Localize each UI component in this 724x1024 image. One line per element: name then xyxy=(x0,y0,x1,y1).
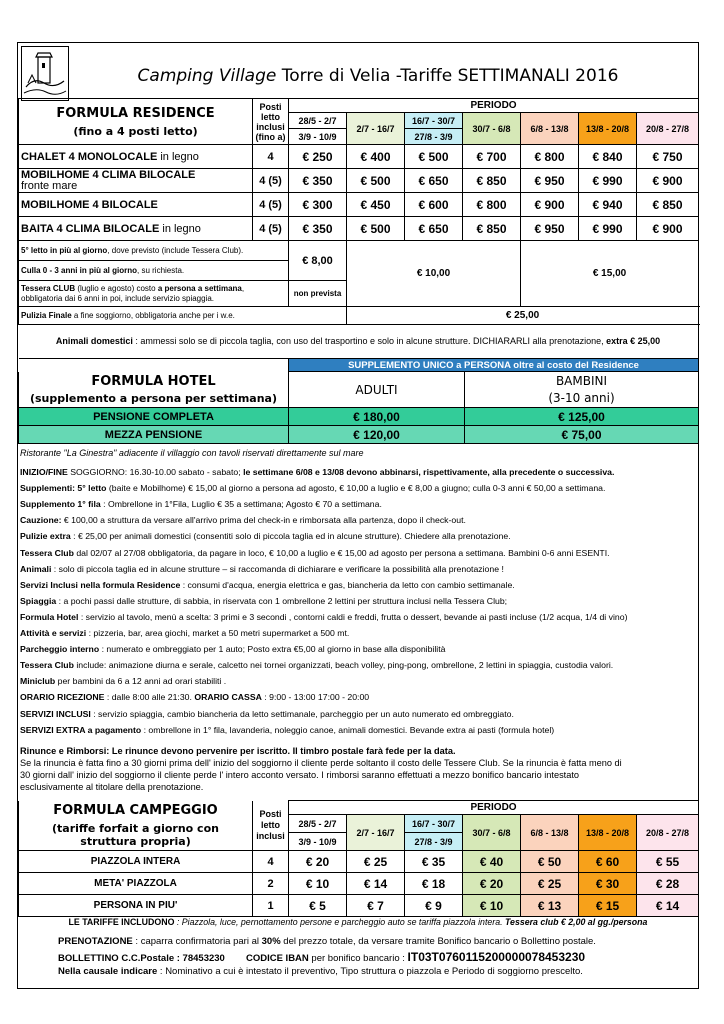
table-row xyxy=(19,193,699,217)
row-posti: 4 (5) xyxy=(253,169,289,193)
hotel-row-label: PENSIONE COMPLETA xyxy=(19,408,289,426)
causale-line: Nella causale indicare : Nominativo a cui è intestato il preventivo, Tipo struttura o piazzola e Periodo di soggiorno prescelto. xyxy=(58,966,583,977)
note-item: Animali : solo di piccola taglia ed in alcune strutture – si raccomanda di dichiarare e verificare la possibilità alla prenotazione ! xyxy=(20,563,504,574)
price-cell: € 850 xyxy=(637,193,699,217)
culla-label: Culla 0 - 3 anni in più al giorno, su richiesta. xyxy=(19,261,289,281)
row-posti: 4 (5) xyxy=(253,193,289,217)
note-item: Pulizie extra : € 25,00 per animali domestici (consentiti solo di piccola taglia ed in alcune strutture). Chiedere alla prenotazione. xyxy=(20,531,511,542)
hotel-title: FORMULA HOTEL xyxy=(91,373,216,389)
table-row xyxy=(19,851,699,873)
extra-row xyxy=(19,241,699,261)
pulizia-label: Pulizia Finale a fine soggiorno, obbligatoria anche per i w.e. xyxy=(19,307,347,325)
note-item: Tessera Club dal 02/07 al 27/08 obbligatoria, da pagare in loco, € 10,00 a luglio e € 15,00 ad agosto per persona a settimana. Bambini 0-6 anni ESENTI. xyxy=(20,547,610,558)
bambini-header xyxy=(465,372,699,408)
period-3a: 16/7 - 30/7 xyxy=(405,113,463,129)
tessera-label: Tessera CLUB (luglio e agosto) costo a persona a settimana, obbligatoria dai 6 anni in poi, include servizio spiaggia. xyxy=(19,281,289,307)
note-item: Servizi Inclusi nella formula Residence : consumi d'acqua, energia elettrica e gas, biancheria da letto con cambio settimanale. xyxy=(20,579,515,590)
hotel-empty xyxy=(19,359,289,372)
price-cell: € 10 xyxy=(463,895,521,917)
price-cell: € 990 xyxy=(579,169,637,193)
residence-table xyxy=(18,98,699,325)
price-cell: € 250 xyxy=(289,145,347,169)
price-cell: € 25 xyxy=(347,851,405,873)
rinunce-line3: esclusivamente al titolare della prenotazione. xyxy=(20,782,204,792)
price-cell: € 850 xyxy=(463,169,521,193)
title-italic: Camping Village xyxy=(137,66,277,86)
includono-note: LE TARIFFE INCLUDONO : Piazzola, luce, pernottamento persone e parcheggio auto se tariffa piazzola intera. Tessera club € 2,00 al gg./persona xyxy=(68,917,648,927)
note-item: SERVIZI INCLUSI : servizio spiaggia, cambio biancheria da letto settimanale, parcheggio per un auto numerato ed ombreggiato. xyxy=(20,708,514,719)
price-cell: € 14 xyxy=(637,895,699,917)
price-cell: € 55 xyxy=(637,851,699,873)
prenotazione-line: PRENOTAZIONE : caparra confirmatoria pari al 30% del prezzo totale, da versare tramite Bonifico bancario o Bollettino postale. xyxy=(58,936,596,947)
table-row xyxy=(19,217,699,241)
table-row xyxy=(19,145,699,169)
price-cell: € 650 xyxy=(405,217,463,241)
campeggio-title-cell xyxy=(19,801,253,851)
hotel-adulti-price: € 120,00 xyxy=(289,426,465,444)
price-cell: € 10 xyxy=(289,873,347,895)
extra-mid-price: € 10,00 xyxy=(347,241,521,307)
table-row xyxy=(19,426,699,444)
note-item: Formula Hotel : servizio al tavolo, menù a scelta: 3 primi e 3 secondi , contorni caldi e freddi, frutta o dessert, bevande ai pasti incluse (1/2 acqua, 1/4 di vino) xyxy=(20,611,628,622)
price-cell: € 900 xyxy=(637,169,699,193)
price-cell: € 20 xyxy=(463,873,521,895)
note-item: Spiaggia : a pochi passi dalle strutture, di sabbia, in riservata con 1 ombrellone 2 lettini per struttura inclusi nella Tessera Club; xyxy=(20,595,508,606)
period-3a: 16/7 - 30/7 xyxy=(405,815,463,833)
price-cell: € 900 xyxy=(637,217,699,241)
posti-line2: letto xyxy=(261,111,280,122)
price-cell: € 5 xyxy=(289,895,347,917)
posti-line4: (fino a) xyxy=(255,131,286,142)
price-cell: € 800 xyxy=(521,145,579,169)
price-cell: € 940 xyxy=(579,193,637,217)
row-name: CHALET 4 MONOLOCALE in legno xyxy=(19,145,253,169)
pulizia-price: € 25,00 xyxy=(347,307,699,325)
note-item: Parcheggio interno : numerato e ombreggiato per 1 auto; Posto extra €5,00 al giorno in base alla disponibilità xyxy=(20,644,446,655)
camp-row-posti: 1 xyxy=(253,895,289,917)
period-6: 13/8 - 20/8 xyxy=(579,113,637,145)
period-4: 30/7 - 6/8 xyxy=(463,815,521,851)
extra-row xyxy=(19,307,699,325)
price-cell: € 14 xyxy=(347,873,405,895)
price-cell: € 950 xyxy=(521,169,579,193)
price-cell: € 25 xyxy=(521,873,579,895)
hotel-table xyxy=(18,358,699,444)
price-cell: € 840 xyxy=(579,145,637,169)
table-row xyxy=(19,408,699,426)
price-cell: € 450 xyxy=(347,193,405,217)
residence-title: FORMULA RESIDENCE xyxy=(56,105,215,121)
price-cell: € 35 xyxy=(405,851,463,873)
ristorante-note: Ristorante "La Ginestra" adiacente il villaggio con tavoli riservati direttamente sul mare xyxy=(20,448,364,458)
table-row xyxy=(19,169,699,193)
residence-subtitle: (fino a 4 posti letto) xyxy=(73,124,198,138)
note-item: Miniclub per bambini da 6 a 12 anni ad orari stabiliti . xyxy=(20,676,227,687)
price-cell: € 750 xyxy=(637,145,699,169)
period-3b: 27/8 - 3/9 xyxy=(405,129,463,145)
campeggio-subtitle1: (tariffe forfait a giorno con xyxy=(52,821,219,835)
note-item: SERVIZI EXTRA a pagamento : ombrellone in 1° fila, lavanderia, noleggio canoe, animali domestici. Bevande extra ai pasti (formula hotel) xyxy=(20,724,555,735)
note-item: INIZIO/FINE SOGGIORNO: 16.30-10.00 sabato - sabato; le settimane 6/08 e 13/08 devono abbinarsi, rispettivamente, alla precedente o successiva. xyxy=(20,467,615,477)
price-cell: € 700 xyxy=(463,145,521,169)
price-cell: € 60 xyxy=(579,851,637,873)
row-posti: 4 (5) xyxy=(253,217,289,241)
extra-bed-label: 5° letto in più al giorno, dove previsto (include Tessera Club). xyxy=(19,241,289,261)
campeggio-table xyxy=(18,800,699,917)
page-title xyxy=(58,61,698,93)
period-6: 13/8 - 20/8 xyxy=(579,815,637,851)
posti-line3: inclusi xyxy=(256,121,285,132)
price-list-page xyxy=(17,42,699,989)
rinunce-line2: 30 giorni dall' inizio del soggiorno il cliente perde l' intero acconto versato. I rimborsi saranno effettuati a mezzo bonifico bancario intestato xyxy=(20,770,579,780)
title-rest: Torre di Velia -Tariffe SETTIMANALI 2016 xyxy=(281,66,619,86)
campeggio-posti-header: Posti letto inclusi xyxy=(253,801,289,851)
note-item: Attività e servizi : pizzeria, bar, area giochi, market a 50 metri supermarket a 500 mt. xyxy=(20,628,350,638)
period-7: 20/8 - 27/8 xyxy=(637,815,699,851)
price-cell: € 350 xyxy=(289,217,347,241)
table-row xyxy=(19,873,699,895)
price-cell: € 500 xyxy=(347,169,405,193)
note-item: ORARIO RICEZIONE : dalle 8:00 alle 21:30. ORARIO CASSA : 9:00 - 13:00 17:00 - 20:00 xyxy=(20,692,370,703)
extra-right-price: € 15,00 xyxy=(521,241,699,307)
period-5: 6/8 - 13/8 xyxy=(521,815,579,851)
price-cell: € 900 xyxy=(521,193,579,217)
tessera-posti: non prevista xyxy=(289,281,347,307)
period-1b: 3/9 - 10/9 xyxy=(289,129,347,145)
iban-code: IT03T0760115200000078453230 xyxy=(407,950,586,964)
price-cell: € 990 xyxy=(579,217,637,241)
adulti-header: ADULTI xyxy=(289,372,465,408)
note-item: Supplemento 1° fila : Ombrellone in 1°Fila, Luglio € 35 a settimana; Agosto € 70 a settimana. xyxy=(20,499,382,510)
rinunce-block xyxy=(20,745,696,793)
animali-note: Animali domestici : ammessi solo se di piccola taglia, con uso del trasportino e solo in alcune strutture. DICHIARARLI alla prenotazione, extra € 25,00 xyxy=(55,336,661,346)
table-row xyxy=(19,895,699,917)
note-item: Supplementi: 5° letto (baite e Mobilhome) € 15,00 al giorno a persona ad agosto, € 10,00 a luglio e € 8,00 a giugno; culla 0-3 anni € 50,00 a settimana. xyxy=(20,483,606,494)
period-2: 2/7 - 16/7 xyxy=(347,113,405,145)
camp-row-label: PERSONA IN PIU' xyxy=(19,895,253,917)
bollettino-line: BOLLETTINO C.C.Postale : 78453230 CODICE IBAN per bonifico bancario : IT03T0760115200000078453230 xyxy=(58,950,586,964)
price-cell: € 500 xyxy=(405,145,463,169)
price-cell: € 7 xyxy=(347,895,405,917)
extra-bed-price: € 8,00 xyxy=(289,241,347,281)
row-posti: 4 xyxy=(253,145,289,169)
price-cell: € 400 xyxy=(347,145,405,169)
hotel-bambini-price: € 125,00 xyxy=(465,408,699,426)
campeggio-title: FORMULA CAMPEGGIO xyxy=(53,802,218,818)
hotel-subtitle: (supplemento a persona per settimana) xyxy=(29,391,278,405)
posti-header xyxy=(253,99,289,145)
price-cell: € 15 xyxy=(579,895,637,917)
bambini-age: (3-10 anni) xyxy=(548,390,615,405)
periodo-header-2: PERIODO xyxy=(289,801,699,815)
period-2: 2/7 - 16/7 xyxy=(347,815,405,851)
periodo-header: PERIODO xyxy=(289,99,699,113)
note-item: Cauzione: € 100,00 a struttura da versare all'arrivo prima del check-in e rimborsata alla partenza, dopo il check-out. xyxy=(20,515,466,526)
price-cell: € 500 xyxy=(347,217,405,241)
price-cell: € 300 xyxy=(289,193,347,217)
price-cell: € 800 xyxy=(463,193,521,217)
row-name: MOBILHOME 4 BILOCALE xyxy=(19,193,253,217)
period-1a: 28/5 - 2/7 xyxy=(289,815,347,833)
period-4: 30/7 - 6/8 xyxy=(463,113,521,145)
price-cell: € 850 xyxy=(463,217,521,241)
price-cell: € 18 xyxy=(405,873,463,895)
camp-row-label: PIAZZOLA INTERA xyxy=(19,851,253,873)
price-cell: € 13 xyxy=(521,895,579,917)
hotel-bambini-price: € 75,00 xyxy=(465,426,699,444)
price-cell: € 950 xyxy=(521,217,579,241)
hotel-row-label: MEZZA PENSIONE xyxy=(19,426,289,444)
price-cell: € 20 xyxy=(289,851,347,873)
camp-row-posti: 4 xyxy=(253,851,289,873)
rinunce-title: Rinunce e Rimborsi: Le rinunce devono pervenire per iscritto. Il timbro postale farà fede per la data. xyxy=(20,746,456,756)
price-cell: € 50 xyxy=(521,851,579,873)
price-cell: € 9 xyxy=(405,895,463,917)
price-cell: € 30 xyxy=(579,873,637,895)
period-7: 20/8 - 27/8 xyxy=(637,113,699,145)
hotel-title-cell xyxy=(19,372,289,408)
period-5: 6/8 - 13/8 xyxy=(521,113,579,145)
row-name: BAITA 4 CLIMA BILOCALE in legno xyxy=(19,217,253,241)
price-cell: € 600 xyxy=(405,193,463,217)
hotel-adulti-price: € 180,00 xyxy=(289,408,465,426)
supplement-header: SUPPLEMENTO UNICO a PERSONA oltre al costo del Residence xyxy=(289,359,699,372)
residence-title-cell xyxy=(19,99,253,145)
price-cell: € 350 xyxy=(289,169,347,193)
bambini-label: BAMBINI xyxy=(555,373,608,388)
rinunce-line1: Se la rinuncia è fatta fino a 30 giorni prima dell' inizio del soggiorno il cliente perde soltanto il costo delle Tessere Club. Se la rinuncia è fatta meno di xyxy=(20,758,622,768)
note-item: Tessera Club include: animazione diurna e serale, calcetto nei tornei organizzati, beach volley, ping-pong, ombrellone, 2 lettini in spiaggia, custodia valori. xyxy=(20,660,614,671)
row-name: MOBILHOME 4 CLIMA BILOCALE fronte mare xyxy=(19,169,253,193)
campeggio-subtitle2: struttura propria) xyxy=(80,834,191,848)
price-cell: € 650 xyxy=(405,169,463,193)
price-cell: € 40 xyxy=(463,851,521,873)
price-cell: € 28 xyxy=(637,873,699,895)
period-1a: 28/5 - 2/7 xyxy=(289,113,347,129)
period-1b: 3/9 - 10/9 xyxy=(289,833,347,851)
camp-row-posti: 2 xyxy=(253,873,289,895)
period-3b: 27/8 - 3/9 xyxy=(405,833,463,851)
camp-row-label: META' PIAZZOLA xyxy=(19,873,253,895)
posti-line1: Posti xyxy=(259,101,282,112)
